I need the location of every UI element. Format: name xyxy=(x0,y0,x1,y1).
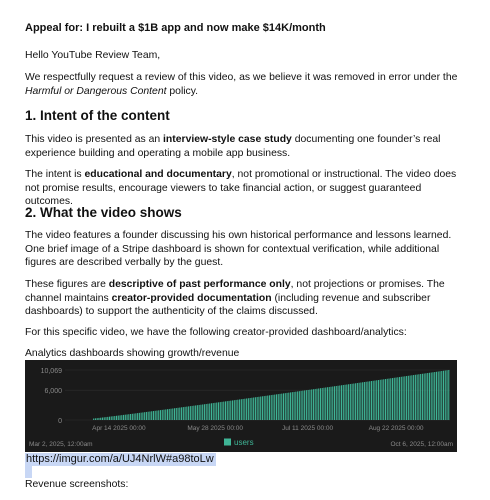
chart-bar xyxy=(422,374,423,420)
chart-bar xyxy=(158,410,159,420)
chart-bar xyxy=(385,379,386,420)
chart-bar xyxy=(134,414,135,420)
chart-bar xyxy=(232,400,233,420)
intent-paragraph-1 xyxy=(25,133,466,160)
chart-bar xyxy=(251,398,252,420)
chart-bar xyxy=(132,414,133,420)
chart-bar xyxy=(246,398,247,420)
chart-bar xyxy=(230,401,231,420)
chart-bar xyxy=(241,399,242,420)
chart-bar xyxy=(420,374,421,420)
chart-bar xyxy=(329,387,330,420)
chart-bar xyxy=(227,401,228,420)
chart-bar xyxy=(294,392,295,420)
chart-bar xyxy=(371,381,372,420)
chart-bar xyxy=(248,398,249,420)
section-heading-intent: 1. Intent of the content xyxy=(25,108,170,123)
chart-bar xyxy=(105,417,106,420)
bold-run: creator-provided documentation xyxy=(111,292,272,304)
shows-paragraph-2 xyxy=(25,278,466,319)
chart-bar xyxy=(163,410,164,420)
chart-bar xyxy=(111,416,112,420)
chart-bar xyxy=(401,377,402,420)
chart-bar xyxy=(448,370,449,420)
chart-range-start-label: Mar 2, 2025, 12:00am xyxy=(29,441,93,448)
chart-bar xyxy=(360,383,361,420)
chart-bar xyxy=(216,403,217,420)
chart-bar xyxy=(281,394,282,420)
chart-x-tick-label: Aug 22 2025 00:00 xyxy=(368,425,424,432)
chart-bar xyxy=(114,416,115,420)
chart-bar xyxy=(272,395,273,420)
chart-bar xyxy=(345,385,346,420)
chart-bar xyxy=(357,383,358,420)
chart-bar xyxy=(274,395,275,420)
chart-bar xyxy=(95,418,96,420)
chart-bar xyxy=(369,381,370,420)
chart-bar xyxy=(378,380,379,420)
imgur-link[interactable]: https://imgur.com/a/UJ4NrlW#a98toLw xyxy=(26,453,214,465)
chart-bar xyxy=(318,388,319,420)
chart-bar xyxy=(299,391,300,420)
text-run: The intent is xyxy=(25,169,85,180)
chart-bar xyxy=(123,415,124,420)
chart-y-tick-label: 10,069 xyxy=(40,368,62,375)
chart-bar xyxy=(223,402,224,420)
chart-bar xyxy=(156,411,157,420)
chart-bar xyxy=(431,373,432,420)
chart-bar xyxy=(302,391,303,420)
chart-bar xyxy=(211,403,212,420)
chart-bar xyxy=(309,390,310,420)
chart-bar xyxy=(403,377,404,420)
chart-bar xyxy=(434,372,435,420)
chart-y-tick-label: 0 xyxy=(58,418,62,425)
chart-bar xyxy=(327,387,328,420)
chart-bar xyxy=(330,387,331,420)
chart-bar xyxy=(445,371,446,420)
chart-bar xyxy=(443,371,444,420)
chart-bar xyxy=(394,378,395,420)
chart-bar xyxy=(374,381,375,420)
chart-bar xyxy=(199,405,200,420)
chart-bar xyxy=(262,396,263,420)
chart-bar xyxy=(297,391,298,420)
chart-bar xyxy=(190,406,191,420)
imgur-link-wrap xyxy=(25,453,216,467)
bold-run: descriptive of past performance only xyxy=(108,279,291,290)
chart-bar xyxy=(355,383,356,420)
chart-bar xyxy=(172,408,173,420)
chart-bar xyxy=(439,371,440,420)
chart-bar xyxy=(359,383,360,420)
chart-bar xyxy=(228,401,229,420)
chart-bar xyxy=(264,396,265,420)
chart-bar xyxy=(253,398,254,420)
chart-bar xyxy=(295,392,296,420)
chart-bar xyxy=(350,384,351,420)
chart-bar xyxy=(239,399,240,420)
chart-bar xyxy=(165,409,166,420)
chart-bar xyxy=(311,389,312,420)
chart-bar xyxy=(427,373,428,420)
text-run: documenting one founder’s real experience building and operating a mobile app business. xyxy=(25,134,441,159)
chart-bar xyxy=(174,408,175,420)
intro-text-1: We respectfully request a review of this video, as we believe it was removed in error under the xyxy=(25,72,458,83)
chart-bar xyxy=(121,415,122,420)
chart-bar xyxy=(155,411,156,420)
chart-bar xyxy=(218,402,219,420)
chart-bar xyxy=(346,385,347,420)
chart-x-tick-label: Jul 11 2025 00:00 xyxy=(281,425,334,432)
analytics-chart xyxy=(25,360,457,452)
chart-bar xyxy=(267,396,268,420)
chart-bar xyxy=(417,375,418,420)
chart-bar xyxy=(283,393,284,420)
bold-run: interview-style case study xyxy=(163,134,292,145)
chart-bar xyxy=(404,376,405,420)
chart-bar xyxy=(237,400,238,420)
document-title: Appeal for: I rebuilt a $1B app and now make $14K/month xyxy=(25,22,326,34)
chart-bar xyxy=(406,376,407,420)
chart-bar xyxy=(139,413,140,420)
chart-bar xyxy=(265,396,266,420)
chart-bar xyxy=(271,395,272,420)
chart-bar xyxy=(381,380,382,420)
chart-bar xyxy=(128,414,129,420)
chart-bar xyxy=(109,417,110,420)
chart-bar xyxy=(153,411,154,420)
chart-legend-swatch xyxy=(224,439,231,446)
chart-bar xyxy=(178,408,179,420)
chart-bar xyxy=(441,371,442,420)
chart-bar xyxy=(323,388,324,420)
chart-bar xyxy=(348,384,349,420)
chart-bar xyxy=(98,418,99,420)
shows-paragraph-3: For this specific video, we have the following creator-provided dashboard/analytics: xyxy=(25,327,407,338)
chart-x-tick-label: Apr 14 2025 00:00 xyxy=(92,425,146,432)
text-run: This video is presented as an xyxy=(25,134,164,145)
chart-bar xyxy=(285,393,286,420)
chart-bar xyxy=(408,376,409,420)
chart-bar xyxy=(429,373,430,420)
chart-bar xyxy=(424,374,425,420)
chart-bar xyxy=(376,380,377,420)
chart-bar xyxy=(225,401,226,420)
chart-bar xyxy=(367,382,368,420)
chart-bar xyxy=(188,406,189,420)
chart-bar xyxy=(193,406,194,420)
chart-bar xyxy=(411,375,412,420)
chart-bar xyxy=(146,412,147,420)
chart-bar xyxy=(339,386,340,421)
chart-bar xyxy=(413,375,414,420)
chart-bar xyxy=(97,418,98,420)
chart-bar xyxy=(169,409,170,420)
chart-bar xyxy=(118,416,119,420)
chart-bar xyxy=(186,407,187,420)
chart-bar xyxy=(373,381,374,420)
chart-x-tick-label: May 28 2025 00:00 xyxy=(187,425,243,432)
chart-bar xyxy=(213,403,214,420)
chart-bar xyxy=(207,404,208,420)
chart-bar xyxy=(116,416,117,420)
chart-bar xyxy=(141,413,142,420)
chart-bar xyxy=(436,372,437,420)
chart-bar xyxy=(322,388,323,420)
chart-bar xyxy=(438,372,439,420)
chart-bar xyxy=(209,404,210,420)
intro-text-2: policy. xyxy=(166,85,199,97)
chart-bar xyxy=(308,390,309,420)
chart-bar xyxy=(410,376,411,420)
chart-bar xyxy=(176,408,177,420)
chart-bar xyxy=(288,393,289,420)
chart-bar xyxy=(243,399,244,420)
chart-bar xyxy=(137,413,138,420)
chart-bar xyxy=(125,415,126,420)
chart-bar xyxy=(399,377,400,420)
chart-bar xyxy=(279,394,280,420)
chart-bar xyxy=(388,379,389,420)
chart-bar xyxy=(221,402,222,420)
chart-bar xyxy=(418,374,419,420)
chart-bar xyxy=(197,405,198,420)
chart-bar xyxy=(392,378,393,420)
chart-bar xyxy=(104,417,105,420)
chart-bar xyxy=(112,416,113,420)
chart-bar xyxy=(148,412,149,420)
chart-bar xyxy=(362,382,363,420)
chart-bar xyxy=(244,399,245,420)
section-heading-shows: 2. What the video shows xyxy=(25,205,182,220)
shows-paragraph-1: The video features a founder discussing his own historical performance and lessons learned. One brief image of a Stripe dashboard is shown for contextual verification, while additional figures are described verbally by the guest. xyxy=(25,230,452,269)
chart-bar xyxy=(183,407,184,420)
chart-bar xyxy=(337,386,338,420)
chart-bar xyxy=(313,389,314,420)
chart-bar xyxy=(397,377,398,420)
chart-bar xyxy=(250,398,251,420)
chart-bar xyxy=(336,386,337,420)
chart-bar xyxy=(151,411,152,420)
chart-bar xyxy=(220,402,221,420)
chart-bar xyxy=(396,378,397,420)
bold-run: educational and documentary xyxy=(84,169,232,180)
chart-bar xyxy=(130,414,131,420)
chart-bar xyxy=(100,418,101,420)
chart-bar xyxy=(258,397,259,420)
chart-bar xyxy=(135,413,136,420)
text-run: These figures are xyxy=(25,279,109,290)
chart-bar xyxy=(304,390,305,420)
chart-bar xyxy=(292,392,293,420)
chart-bar xyxy=(170,409,171,420)
chart-bar xyxy=(119,415,120,420)
chart-bar xyxy=(214,403,215,420)
chart-bar xyxy=(181,407,182,420)
chart-bar xyxy=(255,397,256,420)
chart-bar xyxy=(380,380,381,420)
chart-bar xyxy=(353,384,354,420)
chart-bar xyxy=(142,412,143,420)
chart-range-end-label: Oct 6, 2025, 12:00am xyxy=(390,441,453,448)
chart-bar xyxy=(352,384,353,420)
chart-bar xyxy=(206,404,207,420)
chart-bar xyxy=(257,397,258,420)
chart-bar xyxy=(278,394,279,420)
text-run: (including revenue and subscriber dashboards) to support the authenticity of the claims discussed. xyxy=(25,292,431,318)
text-run: , not projections or promises. The channel maintains xyxy=(25,279,445,304)
chart-bar xyxy=(260,397,261,420)
chart-bar xyxy=(415,375,416,420)
chart-bar xyxy=(127,414,128,420)
policy-name: Harmful or Dangerous Content xyxy=(25,85,167,97)
chart-bar xyxy=(432,372,433,420)
greeting: Hello YouTube Review Team, xyxy=(25,50,161,61)
chart-bar xyxy=(390,378,391,420)
revenue-label: Revenue screenshots: xyxy=(25,479,129,490)
selection-highlight xyxy=(25,466,32,478)
analytics-chart-svg xyxy=(25,360,457,452)
chart-y-tick-label: 6,000 xyxy=(44,388,62,396)
chart-bar xyxy=(366,382,367,420)
analytics-caption: Analytics dashboards showing growth/revenue xyxy=(25,348,240,359)
chart-bar xyxy=(315,389,316,420)
chart-bar xyxy=(202,404,203,420)
chart-bar xyxy=(320,388,321,420)
chart-bar xyxy=(276,394,277,420)
chart-bar xyxy=(234,400,235,420)
chart-bar xyxy=(316,389,317,420)
chart-bar xyxy=(102,418,103,420)
chart-bar xyxy=(269,395,270,420)
chart-bar xyxy=(93,419,94,420)
chart-bar xyxy=(387,379,388,420)
text-run: , not promotional or instructional. The video does not promise results, encourage viewers to take financial action, or suggest guaranteed outcomes. xyxy=(25,169,457,208)
chart-bar xyxy=(446,370,447,420)
chart-bar xyxy=(425,373,426,420)
chart-bar xyxy=(343,385,344,420)
chart-bar xyxy=(334,386,335,420)
chart-bar xyxy=(290,392,291,420)
chart-bar xyxy=(306,390,307,420)
chart-bar xyxy=(149,412,150,420)
chart-bar xyxy=(204,404,205,420)
chart-bar xyxy=(301,391,302,420)
chart-bar xyxy=(236,400,237,420)
chart-bar xyxy=(332,386,333,420)
chart-bar xyxy=(185,407,186,420)
chart-bar xyxy=(192,406,193,420)
chart-bar xyxy=(167,409,168,420)
chart-legend-label: users xyxy=(234,438,254,447)
chart-bar xyxy=(287,393,288,420)
chart-bar xyxy=(200,405,201,420)
chart-bar xyxy=(179,408,180,420)
chart-bar xyxy=(364,382,365,420)
chart-bar xyxy=(325,387,326,420)
chart-bar xyxy=(341,385,342,420)
chart-bar xyxy=(162,410,163,420)
intro-paragraph xyxy=(25,71,466,98)
chart-bar xyxy=(144,412,145,420)
chart-bar xyxy=(383,379,384,420)
chart-bar xyxy=(107,417,108,420)
chart-bar xyxy=(160,410,161,420)
chart-bar xyxy=(195,405,196,420)
intent-paragraph-2 xyxy=(25,168,466,209)
